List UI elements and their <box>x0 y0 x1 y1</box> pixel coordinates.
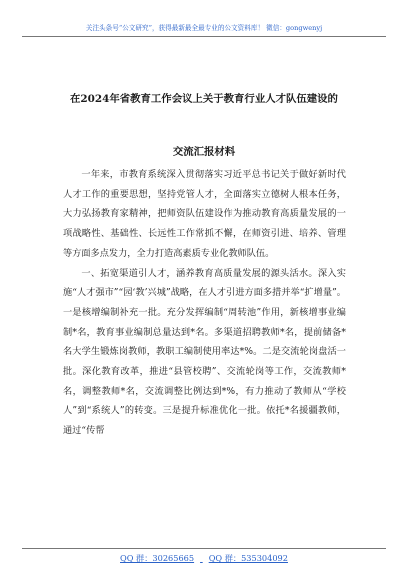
document-body <box>63 165 346 441</box>
page-footer <box>22 548 386 564</box>
footer-qq-group-1[interactable]: QQ 群：30265665 <box>120 553 195 563</box>
body-paragraph-intro: 一年来，市教育系统深入贯彻落实习近平总书记关于做好新时代人才工作的重要思想，坚持党管人才，全面落实立德树人根本任务，大力弘扬教育家精神，把师资队伍建设作为推动教育高质量发展的一项战略性、基础性、长远性工作常抓不懈，在师资引进、培养、管理等方面多点发力，全力打造高素质专业化教师队伍。 <box>63 169 346 259</box>
document-title-line-2: 交流汇报材料 <box>172 146 236 158</box>
body-paragraph-section-1: 一、拓宽渠道引人才，涵养教育高质量发展的源头活水。深入实施“人才强市”“园‘教’兴城”战略，在人才引进方面多措并举“扩增量”。一是核增编制补充一批。充分发挥编制“周转池”作用，新核增事业编制*名，教育事业编制总量达到*名。多渠道招聘教师*名，提前储备*名大学生锻炼岗教师，教职工编制使用率达*%。二是交流轮岗盘活一批。深化教育改革，推进“县管校聘”、交流轮岗等工作，交流教师*名，调整教师*名，交流调整比例达到*%，有力推动了教师从“学校人”到“系统人”的转变。三是提升标准优化一批。依托*名援疆教师，通过“传帮 <box>63 267 346 437</box>
page-header <box>22 22 386 37</box>
footer-qq-group-2[interactable]: QQ 群：535304092 <box>208 553 288 563</box>
document-title-line-1: 在2024年省教育工作会议上关于教育行业人才队伍建设的 <box>70 93 338 105</box>
header-notice: 关注头条号“公文研究”，获得最新最全最专业的公文资料库！ 微信：gongwenyj <box>85 24 323 32</box>
